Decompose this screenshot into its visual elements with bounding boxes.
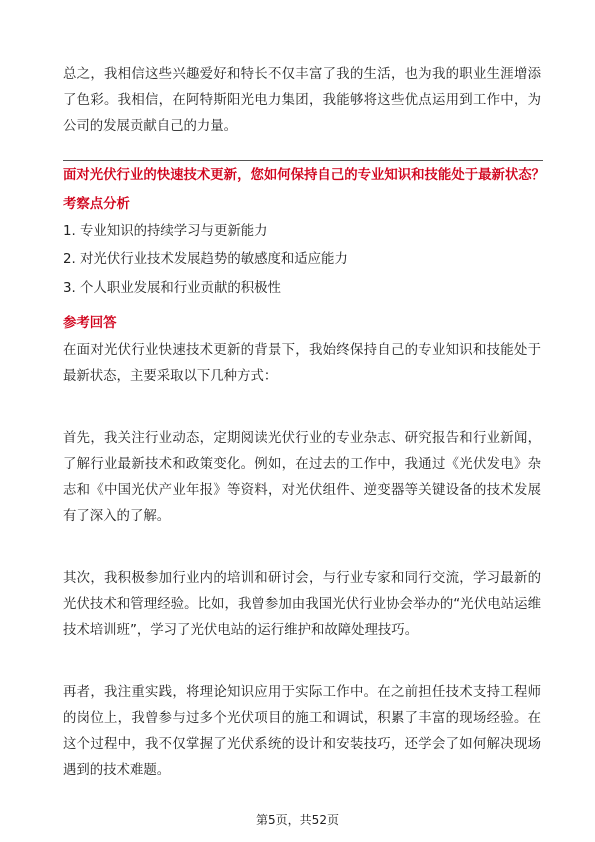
analysis-point: 2. 对光伏行业技术发展趋势的敏感度和适应能力 — [63, 252, 348, 267]
analysis-point: 1. 专业知识的持续学习与更新能力 — [63, 224, 268, 239]
answer-paragraph: 其次，我积极参加行业内的培训和研讨会，与行业专家和同行交流，学习最新的光伏技术和管理经验。比如，我曾参加由我国光伏行业协会举办的“光伏电站运维技术培训班”，学习了光伏电站的运行维护和故障处理技巧。 — [63, 571, 541, 638]
answer-paragraph: 首先，我关注行业动态，定期阅读光伏行业的专业杂志、研究报告和行业新闻，了解行业最新技术和政策变化。例如，在过去的工作中，我通过《光伏发电》杂志和《中国光伏产业年报》等资料，对光伏组件、逆变器等关键设备的技术发展有了深入的了解。 — [63, 431, 541, 524]
answer-heading: 参考回答 — [63, 316, 117, 331]
answer-paragraph: 在面对光伏行业快速技术更新的背景下，我始终保持自己的专业知识和技能处于最新状态，主要采取以下几种方式： — [63, 343, 541, 384]
interview-question: 面对光伏行业的快速技术更新，您如何保持自己的专业知识和技能处于最新状态？ — [63, 168, 546, 183]
analysis-heading: 考察点分析 — [63, 197, 130, 212]
analysis-point: 3. 个人职业发展和行业贡献的积极性 — [63, 281, 281, 296]
intro-paragraph: 总之，我相信这些兴趣爱好和特长不仅丰富了我的生活，也为我的职业生涯增添了色彩。我相信，在阿特斯阳光电力集团，我能够将这些优点运用到工作中，为公司的发展贡献自己的力量。 — [63, 67, 541, 134]
answer-paragraph: 再者，我注重实践，将理论知识应用于实际工作中。在之前担任技术支持工程师的岗位上，我曾参与过多个光伏项目的施工和调试，积累了丰富的现场经验。在这个过程中，我不仅掌握了光伏系统的设计和安装技巧，还学会了如何解决现场遇到的技术难题。 — [63, 685, 541, 778]
section-divider — [63, 160, 543, 161]
page-number: 第5页，共52页 — [256, 813, 339, 827]
